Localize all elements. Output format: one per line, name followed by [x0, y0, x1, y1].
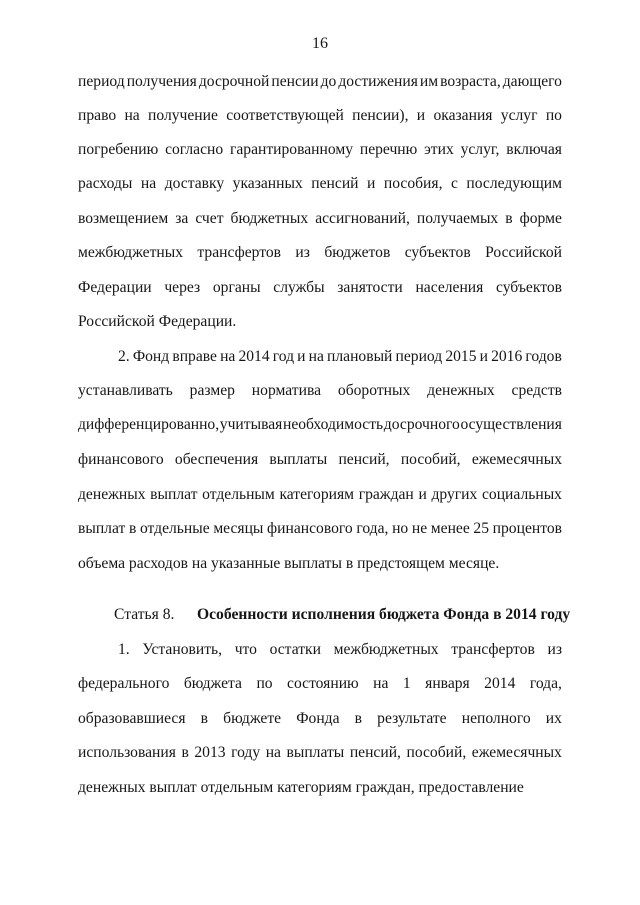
page-number: 16	[312, 35, 328, 52]
text-line: межбюджетных трансфертов из бюджетов субъектов Российской	[78, 244, 562, 261]
text-line: федерального бюджета по состоянию на 1 января 2014 года,	[78, 675, 562, 692]
article-number: Статья 8.	[114, 606, 175, 623]
text-line: выплат в отдельные месяцы финансового года, но не менее 25 процентов	[78, 520, 562, 537]
text-line: период получения досрочной пенсии до достижения им возраста, дающего	[78, 73, 562, 90]
text-line: дифференцированно, учитывая необходимость досрочного осуществления	[78, 416, 562, 433]
text-line: устанавливать размер норматива оборотных денежных средств	[78, 382, 562, 399]
text-line: Российской Федерации.	[78, 313, 237, 330]
text-line: расходы на доставку указанных пенсий и пособия, с последующим	[78, 175, 562, 192]
article-title: Особенности исполнения бюджета Фонда в 2014 году	[197, 606, 571, 623]
text-line: объема расходов на указанные выплаты в предстоящем месяце.	[78, 555, 500, 572]
text-line: использования в 2013 году на выплаты пенсий, пособий, ежемесячных	[78, 744, 562, 761]
text-line: 1. Установить, что остатки межбюджетных трансфертов из	[118, 641, 562, 658]
text-line: 2. Фонд вправе на 2014 год и на плановый период 2015 и 2016 годов	[118, 348, 562, 365]
text-line: погребению согласно гарантированному перечню этих услуг, включая	[78, 141, 562, 158]
text-line: денежных выплат отдельным категориям граждан и других социальных	[78, 486, 562, 503]
text-line: право на получение соответствующей пенсии), и оказания услуг по	[78, 107, 562, 124]
text-line: денежных выплат отдельным категориям граждан, предоставление	[78, 779, 524, 796]
text-line: финансового обеспечения выплаты пенсий, пособий, ежемесячных	[78, 451, 562, 468]
text-line: возмещением за счет бюджетных ассигнований, получаемых в форме	[78, 210, 562, 227]
article-heading	[114, 604, 571, 626]
text-line: образовавшиеся в бюджете Фонда в результате неполного их	[78, 710, 562, 727]
text-line: Федерации через органы службы занятости населения субъектов	[78, 279, 562, 296]
